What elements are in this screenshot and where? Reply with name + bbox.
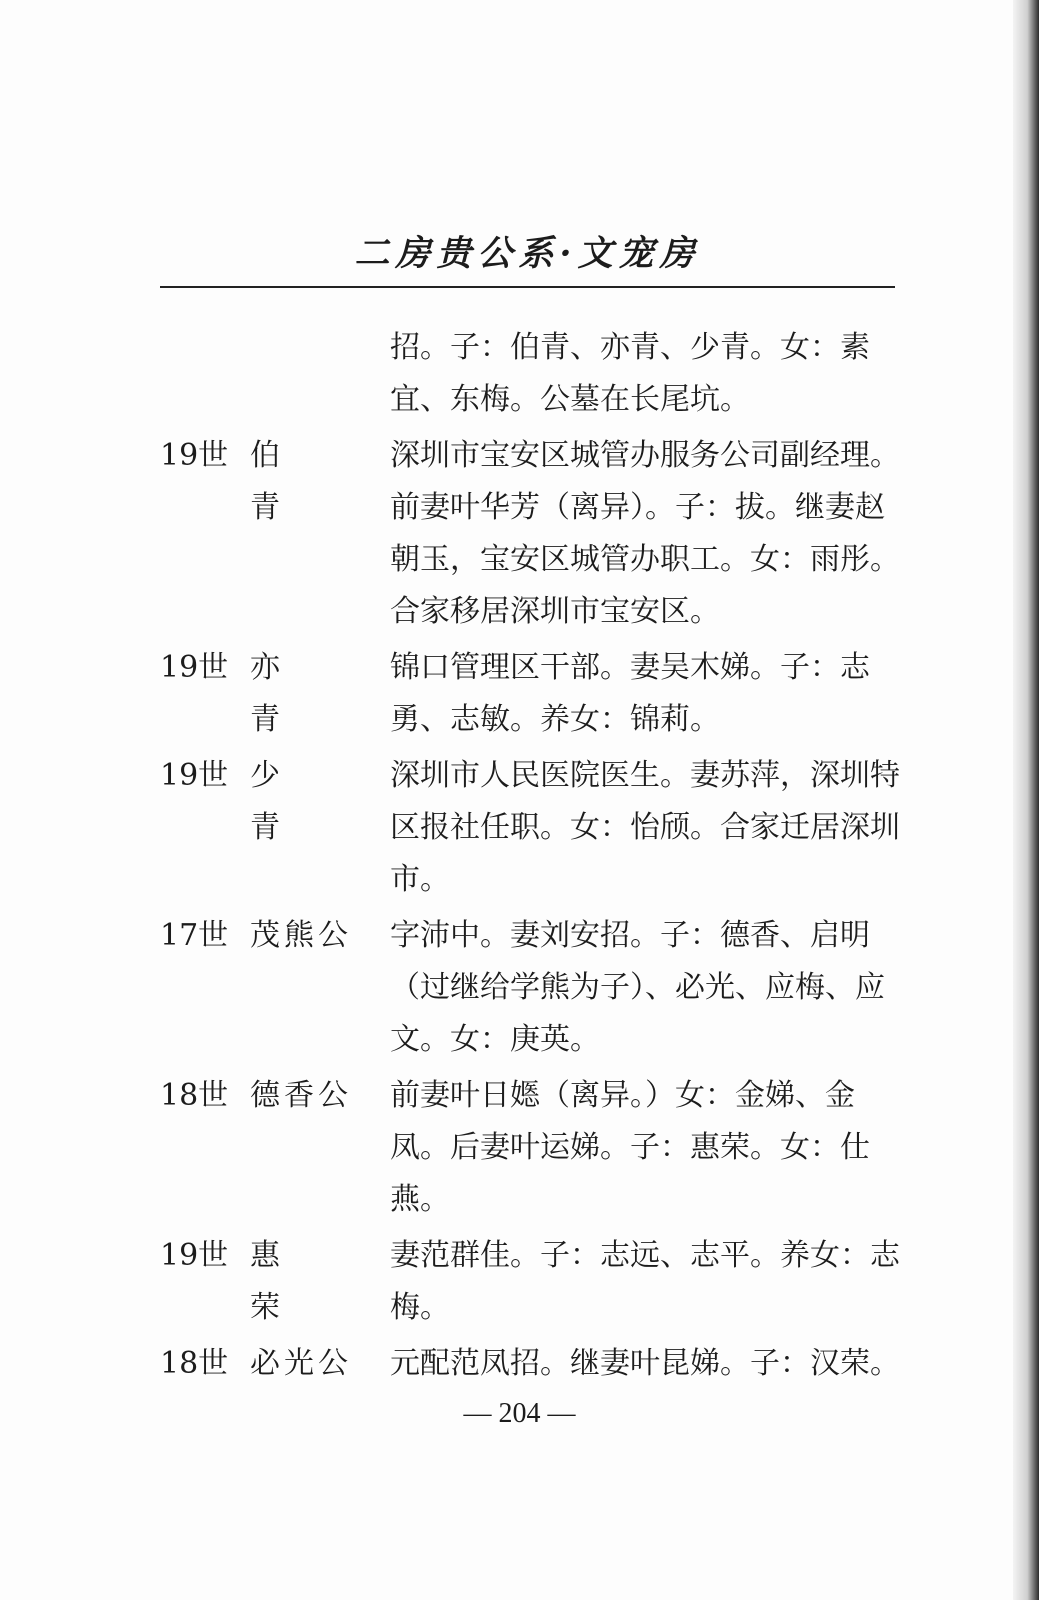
page-number: — 204 —: [463, 1398, 576, 1429]
entry-text: 字沛中。妻刘安招。子：德香、启明（过继给学熊为子）、必光、应梅、应文。女：庚英。: [390, 918, 885, 1057]
entry-text: 锦口管理区干部。妻吴木娣。子：志勇、志敏。养女：锦莉。: [390, 650, 870, 737]
entry-shaoqing: [160, 750, 920, 906]
entry-name: 茂熊公: [250, 918, 352, 953]
entry-yiqing: [160, 642, 920, 746]
running-header: 二房贵公系·文宠房: [354, 233, 701, 274]
entry-generation: 17世: [160, 918, 229, 953]
entry-text: 深圳市人民医院医生。妻苏萍，深圳特区报社任职。女：怡颀。合家迁居深圳市。: [390, 758, 900, 897]
entry-generation: 19世: [160, 1238, 229, 1273]
entry-boqing: [160, 430, 920, 638]
header-rule: [160, 286, 895, 288]
entry-text: 招。子：伯青、亦青、少青。女：素宜、东梅。公墓在长尾坑。: [390, 330, 870, 417]
entry-text: 元配范凤招。继妻叶昆娣。子：汉荣。: [390, 1346, 900, 1381]
entry-generation: 19世: [160, 650, 229, 685]
genealogy-entries: [160, 322, 920, 1394]
entry-name: 少 青: [250, 758, 310, 845]
page-edge-shadow: [1013, 0, 1039, 1600]
entry-maoxiong: [160, 910, 920, 1066]
entry-generation: 18世: [160, 1346, 229, 1381]
entry-name: 德香公: [250, 1078, 352, 1113]
entry-generation: 18世: [160, 1078, 229, 1113]
entry-biguang: [160, 1338, 920, 1390]
entry-generation: 19世: [160, 438, 229, 473]
entry-name: 亦 青: [250, 650, 310, 737]
entry-dexiang: [160, 1070, 920, 1226]
entry-name: 必光公: [250, 1346, 352, 1381]
entry-text: 妻范群佳。子：志远、志平。养女：志梅。: [390, 1238, 900, 1325]
entry-generation: 19世: [160, 758, 229, 793]
entry-text: 深圳市宝安区城管办服务公司副经理。前妻叶华芳（离异）。子：拔。继妻赵朝玉，宝安区城管办职工。女：雨彤。合家移居深圳市宝安区。: [390, 438, 900, 629]
entry-name: 伯 青: [250, 438, 310, 525]
entry-text: 前妻叶日嫕（离异。）女：金娣、金凤。后妻叶运娣。子：惠荣。女：仕燕。: [390, 1078, 870, 1217]
entry-continuation: [160, 322, 920, 426]
entry-name: 惠 荣: [250, 1238, 310, 1325]
entry-huirong: [160, 1230, 920, 1334]
